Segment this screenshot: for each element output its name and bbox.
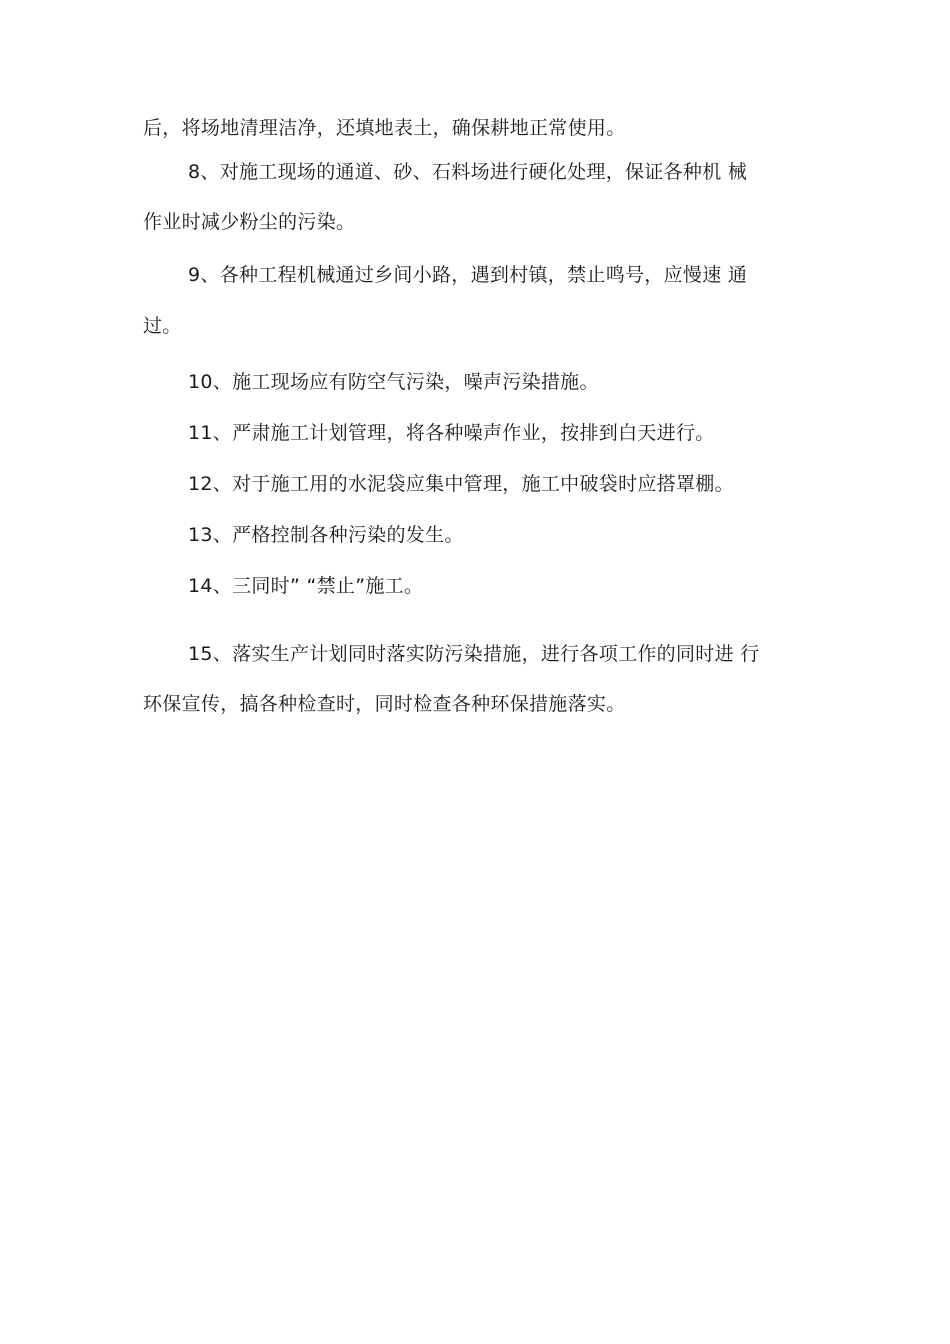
- item-15-line-2: 环保宣传，搞各种检查时，同时检查各种环保措施落实。: [143, 693, 626, 715]
- item-10: 10、施工现场应有防空气污染，噪声污染措施。: [188, 371, 599, 393]
- item-15-line-1: 15、落实生产计划同时落实防污染措施，进行各项工作的同时进 行: [188, 643, 760, 665]
- item-9-line-2: 过。: [143, 315, 182, 337]
- item-12: 12、对于施工用的水泥袋应集中管理，施工中破袋时应搭罩棚。: [188, 473, 734, 495]
- item-8-line-1: 8、对施工现场的通道、砂、石料场进行硬化处理，保证各种机 械: [188, 161, 748, 183]
- text-line-continuation: 后，将场地清理洁净，还填地表土，确保耕地正常使用。: [143, 117, 626, 139]
- item-9-line-1: 9、各种工程机械通过乡间小路，遇到村镇，禁止鸣号，应慢速 通: [188, 264, 748, 286]
- item-11: 11、严肃施工计划管理，将各种噪声作业，按排到白天进行。: [188, 422, 715, 444]
- item-13: 13、严格控制各种污染的发生。: [188, 524, 464, 546]
- item-14: 14、三同时” “禁止”施工。: [188, 575, 424, 597]
- item-8-line-2: 作业时减少粉尘的污染。: [143, 211, 356, 233]
